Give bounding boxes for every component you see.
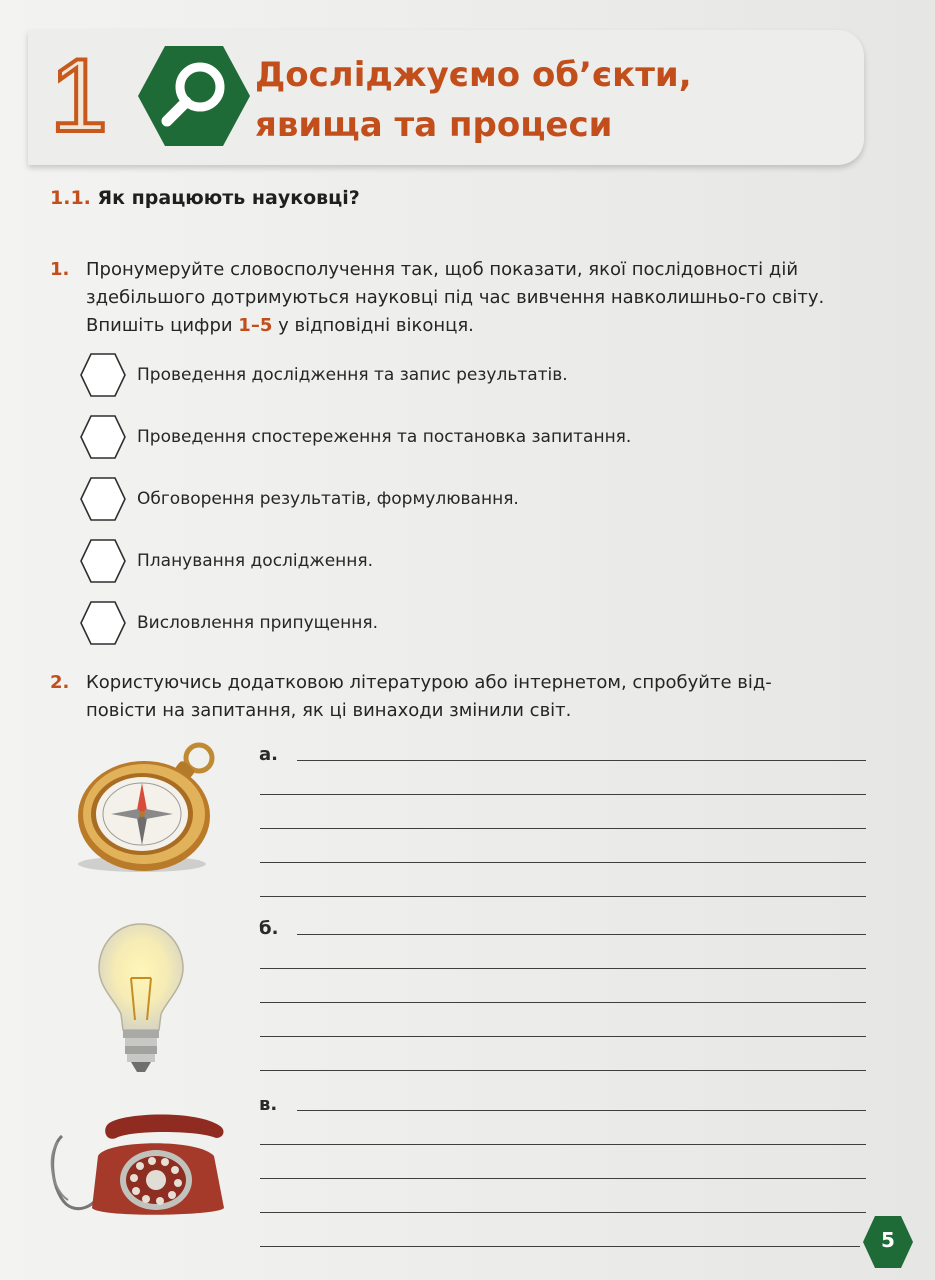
hexagon-answer-box[interactable] — [79, 599, 127, 647]
section-title — [50, 187, 360, 209]
rotary-telephone-image — [48, 1108, 228, 1220]
hexagon-answer-box[interactable] — [79, 351, 127, 399]
chapter-title-line-1: Досліджуємо об’єкти, — [255, 55, 692, 95]
chapter-title — [255, 50, 815, 150]
hexagon-answer-box[interactable] — [79, 413, 127, 461]
answer-line[interactable] — [260, 968, 866, 969]
task-2-number: 2. — [50, 672, 70, 693]
answer-letter-v: в. — [259, 1094, 278, 1115]
answer-line[interactable] — [297, 934, 866, 935]
page-number-badge — [862, 1214, 914, 1270]
answer-letter-b: б. — [259, 918, 279, 939]
sequence-option-label: Обговорення результатів, формулювання. — [137, 489, 519, 509]
sequence-option — [79, 413, 699, 461]
answer-line[interactable] — [260, 1212, 866, 1213]
light-bulb-image — [95, 920, 187, 1076]
hexagon-answer-box[interactable] — [79, 537, 127, 585]
answer-line[interactable] — [260, 862, 866, 863]
sequence-option — [79, 599, 699, 647]
section-number: 1.1. — [50, 187, 91, 209]
sequence-option-label: Проведення спостереження та постановка запитання. — [137, 427, 632, 447]
task-1-text — [86, 256, 830, 340]
task-2 — [50, 669, 830, 727]
search-icon — [136, 44, 252, 148]
section-title-text: Як працюють науковці? — [97, 187, 360, 209]
task-1-number: 1. — [50, 259, 70, 280]
sequence-option — [79, 475, 699, 523]
task-1-text-part-2: у відповідні віконця. — [272, 315, 474, 336]
sequence-option — [79, 351, 699, 399]
page-number: 5 — [881, 1228, 895, 1252]
answer-line[interactable] — [297, 760, 866, 761]
task-2-text: Користуючись додатковою літературою або інтернетом, спробуйте від-повісти на запитання, як ці винаходи змінили світ. — [86, 672, 772, 721]
answer-letter-a: а. — [259, 744, 278, 765]
task-1-range: 1–5 — [238, 315, 273, 336]
hexagon-answer-box[interactable] — [79, 475, 127, 523]
task-1 — [50, 256, 830, 340]
sequence-option-label: Висловлення припущення. — [137, 613, 378, 633]
chapter-title-line-2: явища та процеси — [255, 105, 613, 145]
compass-image — [58, 738, 220, 876]
chapter-number: 1 — [50, 38, 108, 154]
answer-line[interactable] — [260, 1246, 860, 1247]
sequence-option-label: Планування дослідження. — [137, 551, 374, 571]
answer-line[interactable] — [260, 794, 866, 795]
answer-line[interactable] — [260, 1144, 866, 1145]
answer-line[interactable] — [260, 828, 866, 829]
answer-line[interactable] — [260, 1036, 866, 1037]
task-1-text-part-1: Пронумеруйте словосполучення так, щоб показати, якої послідовності дій здебільшого дотримуються науковці під час вивчення навколишньо-го світу. Впишіть цифри — [86, 259, 825, 336]
answer-line[interactable] — [260, 1070, 866, 1071]
answer-line[interactable] — [260, 896, 866, 897]
sequence-option-label: Проведення дослідження та запис результатів. — [137, 365, 568, 385]
answer-line[interactable] — [297, 1110, 866, 1111]
answer-line[interactable] — [260, 1178, 866, 1179]
answer-line[interactable] — [260, 1002, 866, 1003]
sequence-option — [79, 537, 699, 585]
